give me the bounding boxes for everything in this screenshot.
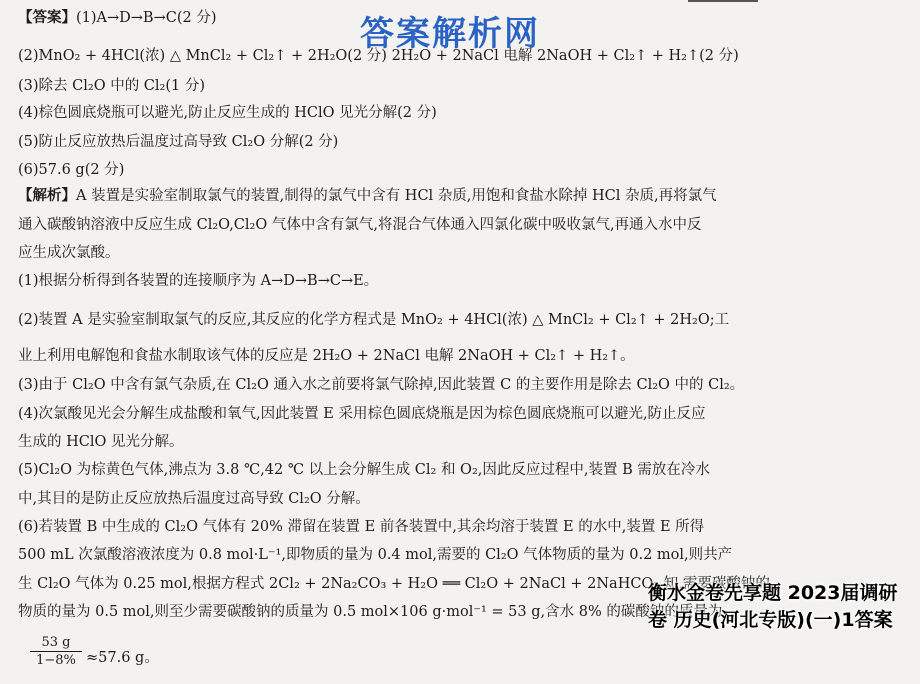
result-fraction [30,634,82,669]
analysis-line-6: 业上利用电解饱和食盐水制取该气体的反应是 2H₂O + 2NaCl 电解 2NaOH + Cl₂↑ + H₂↑。 [18,348,635,364]
answer-line-6: (6)57.6 g(2 分) [18,162,125,178]
analysis-tag: 【解析】 [18,188,76,204]
fraction-result: ≈57.6 g。 [86,650,159,666]
analysis-line-5: (2)装置 A 是实验室制取氯气的反应,其反应的化学方程式是 MnO₂ + 4HCl(浓) △ MnCl₂ + Cl₂↑ + 2H₂O;工 [18,312,730,328]
answer-tag: 【答案】 [18,10,76,26]
analysis-line-8: (4)次氯酸见光会分解生成盐酸和氧气,因此装置 E 采用棕色圆底烧瓶是因为棕色圆底烧瓶可以避光,防止反应 [18,406,706,422]
answer-line-5: (5)防止反应放热后温度过高导致 Cl₂O 分解(2 分) [18,134,339,150]
fraction-numerator: 53 g [30,634,82,652]
analysis-line-2: 通入碳酸钠溶液中反应生成 Cl₂O,Cl₂O 气体中含有氯气,将混合气体通入四氯化碳中吸收氯气,再通入水中反 [18,217,702,233]
analysis-line-11: 中,其目的是防止反应放热后温度过高导致 Cl₂O 分解。 [18,491,370,507]
answer-line-4: (4)棕色圆底烧瓶可以避光,防止反应生成的 HClO 见光分解(2 分) [18,105,437,121]
answer-line-2: (2)MnO₂ + 4HCl(浓) △ MnCl₂ + Cl₂↑ + 2H₂O(2 分) 2H₂O + 2NaCl 电解 2NaOH + Cl₂↑ + H₂↑(2 分) [18,48,739,64]
analysis-line-13: 500 mL 次氯酸溶液浓度为 0.8 mol·L⁻¹,即物质的量为 0.4 mol,需要的 Cl₂O 气体物质的量为 0.2 mol,则共产 [18,547,733,563]
fraction-denominator: 1−8% [36,653,76,668]
analysis-line-15: 物质的量为 0.5 mol,则至少需要碳酸钠的质量为 0.5 mol×106 g·mol⁻¹ = 53 g,含水 8% 的碳酸钠的质量为 [18,604,723,620]
analysis-line-9: 生成的 HClO 见光分解。 [18,434,184,450]
top-rule [688,0,758,2]
answer-line-3: (3)除去 Cl₂O 中的 Cl₂(1 分) [18,78,205,94]
analysis-line-3: 应生成次氯酸。 [18,245,120,261]
answer-line-1: 【答案】(1)A→D→B→C(2 分) [18,10,217,26]
overlay-caption: 衡水金卷先享题 2023届调研卷 历史(河北专版)(一)1答案 [648,582,898,631]
analysis-line-14: 生 Cl₂O 气体为 0.25 mol,根据方程式 2Cl₂ + 2Na₂CO₃ + H₂O ══ Cl₂O + 2NaCl + 2NaHCO₃ 知,需要碳酸钠的 [18,576,770,592]
analysis-line-10: (5)Cl₂O 为棕黄色气体,沸点为 3.8 ℃,42 ℃ 以上会分解生成 Cl₂ 和 O₂,因此反应过程中,装置 B 需放在冷水 [18,462,710,478]
watermark-logo: 答案解析网 [360,14,540,54]
analysis-line-7: (3)由于 Cl₂O 中含有氯气杂质,在 Cl₂O 通入水之前要将氯气除掉,因此装置 C 的主要作用是除去 Cl₂O 中的 Cl₂。 [18,377,745,393]
analysis-line-12: (6)若装置 B 中生成的 Cl₂O 气体有 20% 滞留在装置 E 前各装置中,其余均溶于装置 E 的水中,装置 E 所得 [18,519,705,535]
analysis-line-1: 【解析】A 装置是实验室制取氯气的装置,制得的氯气中含有 HCl 杂质,用饱和食盐水除掉 HCl 杂质,再将氯气 [18,188,717,204]
analysis-line-4: (1)根据分析得到各装置的连接顺序为 A→D→B→C→E。 [18,273,379,289]
